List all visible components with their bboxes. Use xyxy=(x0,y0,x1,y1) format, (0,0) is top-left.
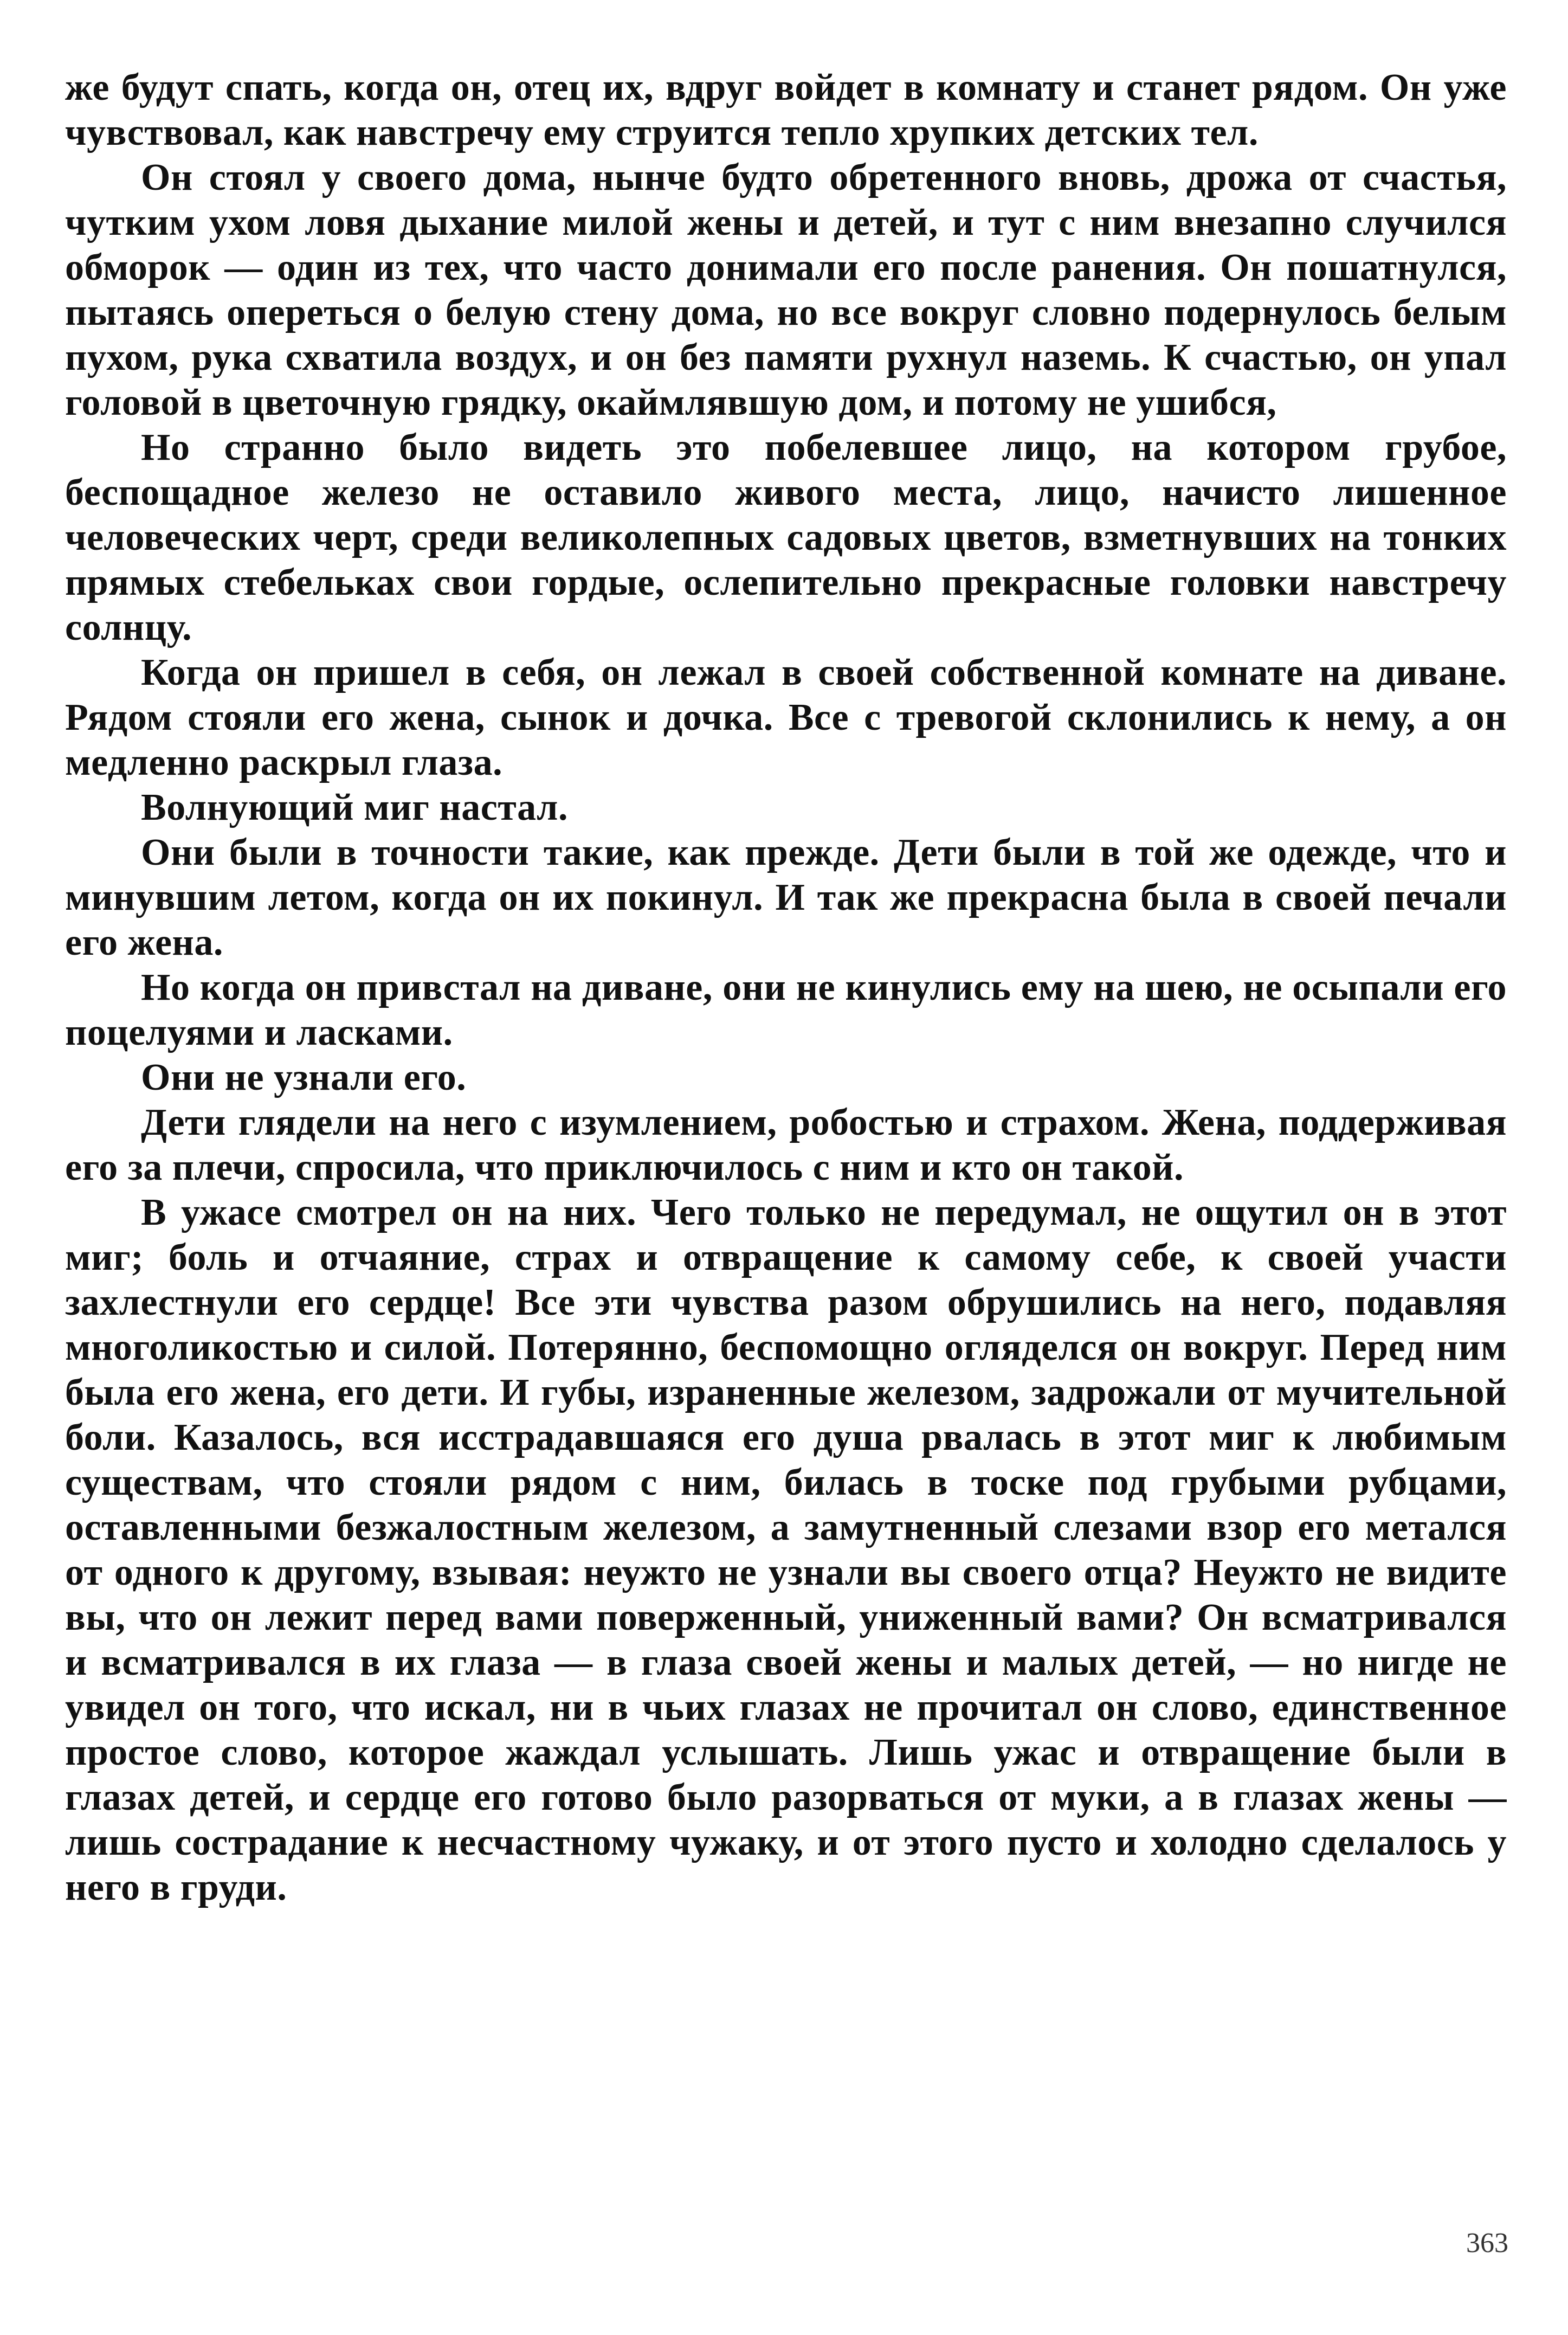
paragraph-5: Волнующий миг настал. xyxy=(141,787,568,828)
page-number: 363 xyxy=(1466,2228,1508,2259)
paragraph-8: Они не узнали его. xyxy=(141,1057,467,1098)
paragraph-10: В ужасе смотрел он на них. Чего только не передумал, не ощутил он в этот миг; боль и отчаяние, страх и отвращение к самому себе, к своей участи захлестнули его сердце! Все эти чувства разом обрушились на него, подавляя многоликостью и силой. Потерянно, беспомощно огляделся он вокруг. Перед ним была его жена, его дети. И губы, израненные железом, задрожали от мучительной боли. Казалось, вся исстрадавшаяся его душа рвалась в этот миг к любимым существам, что стояли рядом с ним, билась в тоске под грубыми рубцами, оставленными безжалостным железом, а замутненный слезами взор его метался от одного к другому, взывая: неужто не узнали вы своего отца? Неужто не видите вы, что он лежит перед вами поверженный, униженный вами? Он всматривался и всматривался в их глаза — в глаза своей жены и малых детей, — но нигде не увидел он того, что искал, ни в чьих глазах не прочитал он слово, единственное простое слово, которое жаждал услышать. Лишь ужас и отвращение были в глазах детей, и сердце его готово было разорваться от муки, а в глазах жены — лишь сострадание к несчастному чужаку, и от этого пусто и холодно сделалось у него в груди. xyxy=(65,1192,1507,1908)
body-text xyxy=(65,65,1507,1910)
paragraph-9: Дети глядели на него с изумлением, робостью и страхом. Жена, поддерживая его за плечи, спросила, что приключилось с ним и кто он такой. xyxy=(65,1102,1507,1188)
paragraph-4: Когда он пришел в себя, он лежал в своей собственной комнате на диване. Рядом стояли его жена, сынок и дочка. Все с тревогой склонились к нему, а он медленно раскрыл глаза. xyxy=(65,652,1507,783)
paragraph-7: Но когда он привстал на диване, они не кинулись ему на шею, не осыпали его поцелуями и ласками. xyxy=(65,967,1507,1053)
paragraph-3: Но странно было видеть это побелевшее лицо, на котором грубое, беспощадное железо не оставило живого места, лицо, начисто лишенное человеческих черт, среди великолепных садовых цветов, взметнувших на тонких прямых стебельках свои гордые, ослепительно прекрасные головки навстречу солнцу. xyxy=(65,427,1507,648)
paragraph-1: же будут спать, когда он, отец их, вдруг войдет в комнату и станет рядом. Он уже чувствовал, как навстречу ему струится тепло хрупких детских тел. xyxy=(65,67,1507,153)
paragraph-2: Он стоял у своего дома, нынче будто обретенного вновь, дрожа от счастья, чутким ухом ловя дыхание милой жены и детей, и тут с ним внезапно случился обморок — один из тех, что часто донимали его после ранения. Он пошатнулся, пытаясь опереться о белую стену дома, но все вокруг словно подернулось белым пухом, рука схватила воздух, и он без памяти рухнул наземь. К счастью, он упал головой в цветочную грядку, окаймлявшую дом, и потому не ушибся, xyxy=(65,157,1507,423)
paragraph-6: Они были в точности такие, как прежде. Дети были в той же одежде, что и минувшим летом, когда он их покинул. И так же прекрасна была в своей печали его жена. xyxy=(65,832,1507,963)
